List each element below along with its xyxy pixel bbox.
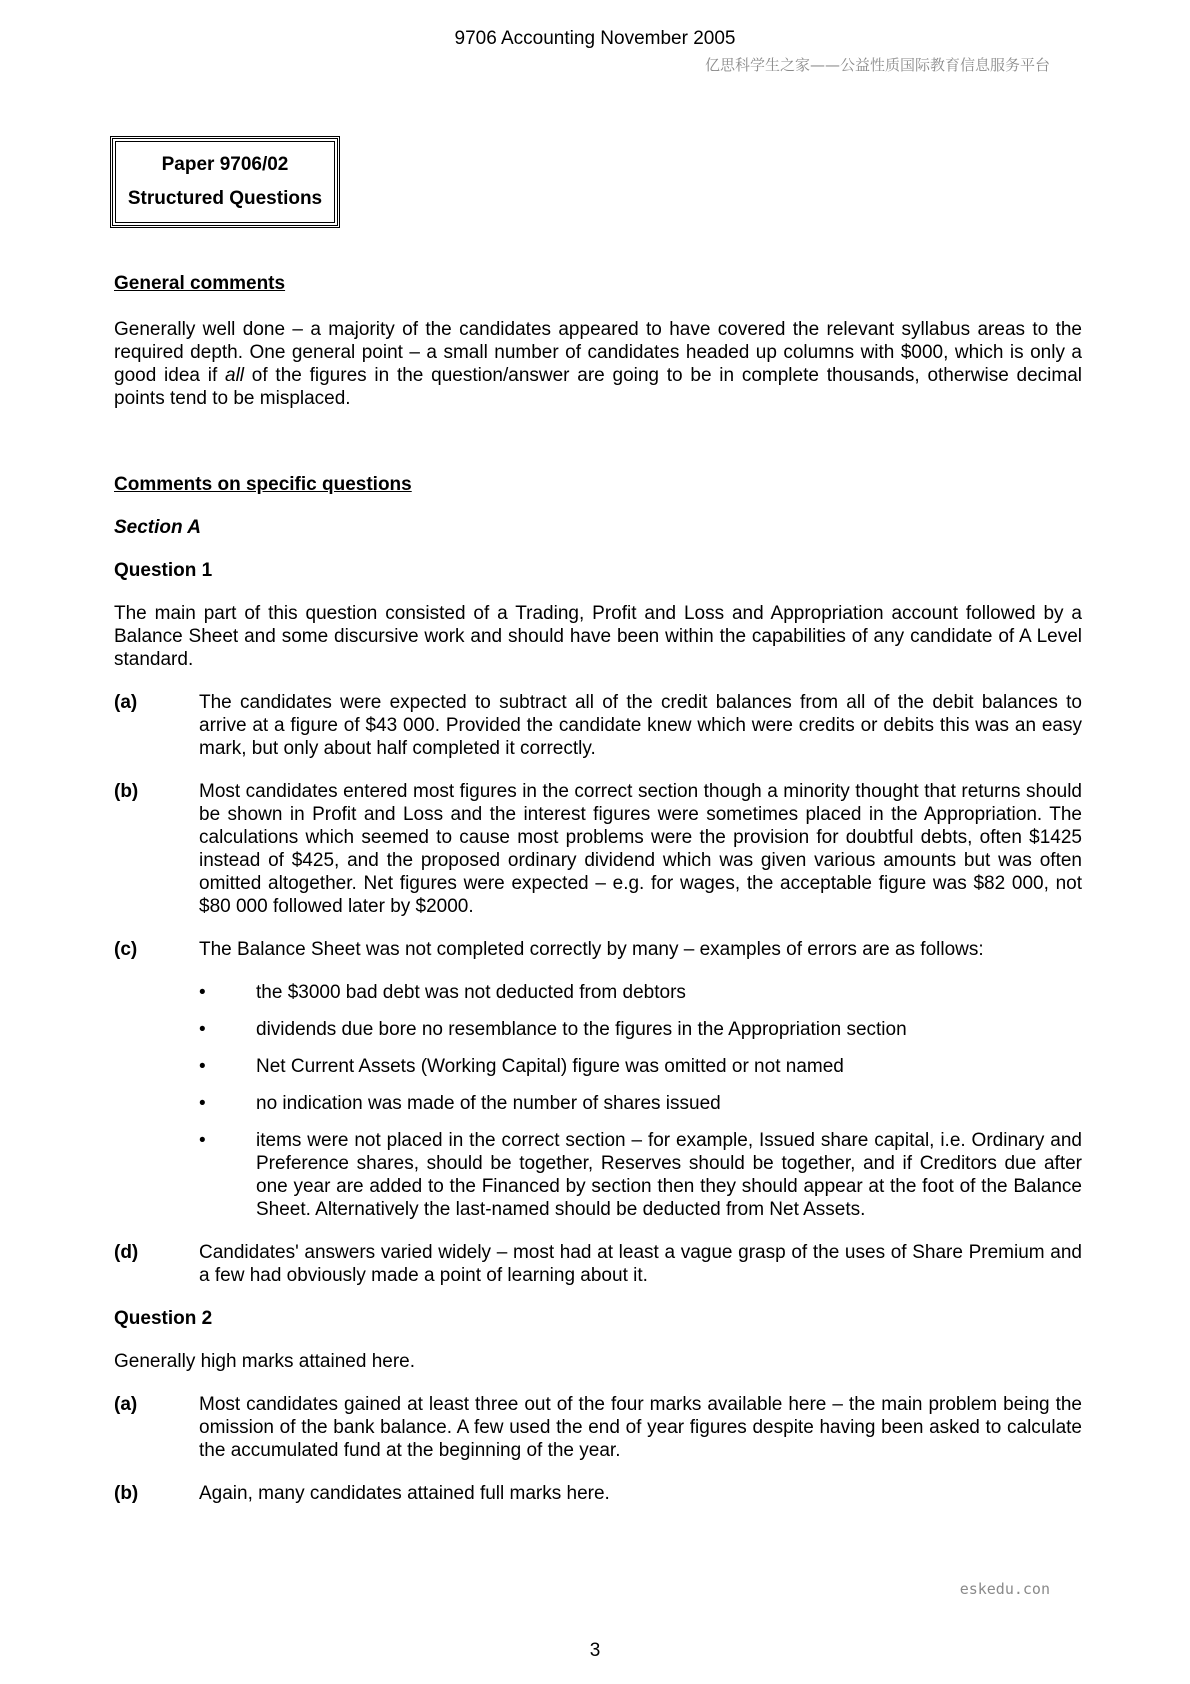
part-text: Candidates' answers varied widely – most had at least a vague grasp of the uses of Share Premium and a few had obviously made a point of learning about it. <box>199 1242 1082 1286</box>
section-heading: Section A <box>114 517 201 538</box>
bullet-icon: • <box>199 1093 206 1114</box>
paper-title-box <box>110 136 340 228</box>
part-text: Most candidates gained at least three out of the four marks available here – the main problem being the omission of the bank balance. A few used the end of year figures despite having been asked to calculate the accumulated fund at the beginning of the year. <box>199 1394 1082 1461</box>
list-item: • the $3000 bad debt was not deducted from debtors <box>199 982 686 1003</box>
footer-watermark-site: eskedu.con <box>959 1580 1050 1598</box>
question-1-heading: Question 1 <box>114 560 213 581</box>
paper-type: Structured Questions <box>127 188 323 209</box>
question-2-part-a <box>114 1393 1082 1462</box>
part-label: (a) <box>114 1394 138 1415</box>
bullet-icon: • <box>199 1130 206 1151</box>
list-item: • Net Current Assets (Working Capital) figure was omitted or not named <box>199 1056 844 1077</box>
document-header-subtitle: 亿思科学生之家——公益性质国际教育信息服务平台 <box>704 56 1050 74</box>
specific-comments-heading: Comments on specific questions <box>114 474 412 495</box>
document-body <box>114 272 1082 1505</box>
question-1-part-d <box>114 1241 1082 1287</box>
document-header-title: 9706 Accounting November 2005 <box>454 28 736 49</box>
question-2-intro: Generally high marks attained here. <box>114 1351 415 1372</box>
part-label: (b) <box>114 1483 139 1504</box>
error-list <box>114 981 1082 1221</box>
general-comments-heading: General comments <box>114 273 286 294</box>
list-item: • no indication was made of the number of shares issued <box>199 1093 721 1114</box>
question-1-part-a <box>114 691 1082 760</box>
part-label: (d) <box>114 1242 139 1263</box>
general-comments-paragraph: Generally well done – a majority of the candidates appeared to have covered the relevant syllabus areas to the required depth. One general point – a small number of candidates headed up columns with $000, which is only a good idea if all of the figures in the question/answer are going to be in complete thousands, otherwise decimal points tend to be misplaced. <box>114 319 1083 409</box>
question-1-part-c <box>114 938 1082 961</box>
question-2-heading: Question 2 <box>114 1308 213 1329</box>
question-1-intro: The main part of this question consisted of a Trading, Profit and Loss and Appropriation account followed by a Balance Sheet and some discursive work and should have been within the capabilities of any candidate of A Level standard. <box>114 603 1082 670</box>
part-label: (b) <box>114 781 139 802</box>
paper-code: Paper 9706/02 <box>161 154 289 175</box>
part-label: (c) <box>114 939 138 960</box>
question-2-part-b <box>114 1482 1082 1505</box>
part-text: The Balance Sheet was not completed correctly by many – examples of errors are as follows: <box>199 939 984 960</box>
question-1-part-b <box>114 780 1082 918</box>
bullet-icon: • <box>199 982 206 1003</box>
part-text: Again, many candidates attained full marks here. <box>199 1483 610 1504</box>
list-item: • items were not placed in the correct section – for example, Issued share capital, i.e. Ordinary and Preference shares, should be together, Reserves should be together, and if Creditors due after one year are added to the Financed by section then they should appear at the foot of the Balance Sheet. Alternatively the last-named should be deducted from Net Assets. <box>199 1130 1082 1220</box>
part-text: The candidates were expected to subtract all of the credit balances from all of the debit balances to arrive at a figure of $43 000. Provided the candidate knew which were credits or debits this was an easy mark, but only about half completed it correctly. <box>199 692 1082 759</box>
part-label: (a) <box>114 692 138 713</box>
page-number: 3 <box>589 1640 601 1661</box>
list-item: • dividends due bore no resemblance to the figures in the Appropriation section <box>199 1019 907 1040</box>
part-text: Most candidates entered most figures in the correct section though a minority thought that returns should be shown in Profit and Loss and the interest figures were sometimes placed in the Appropriation. The calculations which seemed to cause most problems were the provision for doubtful debts, often $1425 instead of $425, and the proposed ordinary dividend which was given various amounts but was often omitted altogether. Net figures were expected – e.g. for wages, the acceptable figure was $82 000, not $80 000 followed later by $2000. <box>199 781 1082 917</box>
bullet-icon: • <box>199 1056 206 1077</box>
bullet-icon: • <box>199 1019 206 1040</box>
